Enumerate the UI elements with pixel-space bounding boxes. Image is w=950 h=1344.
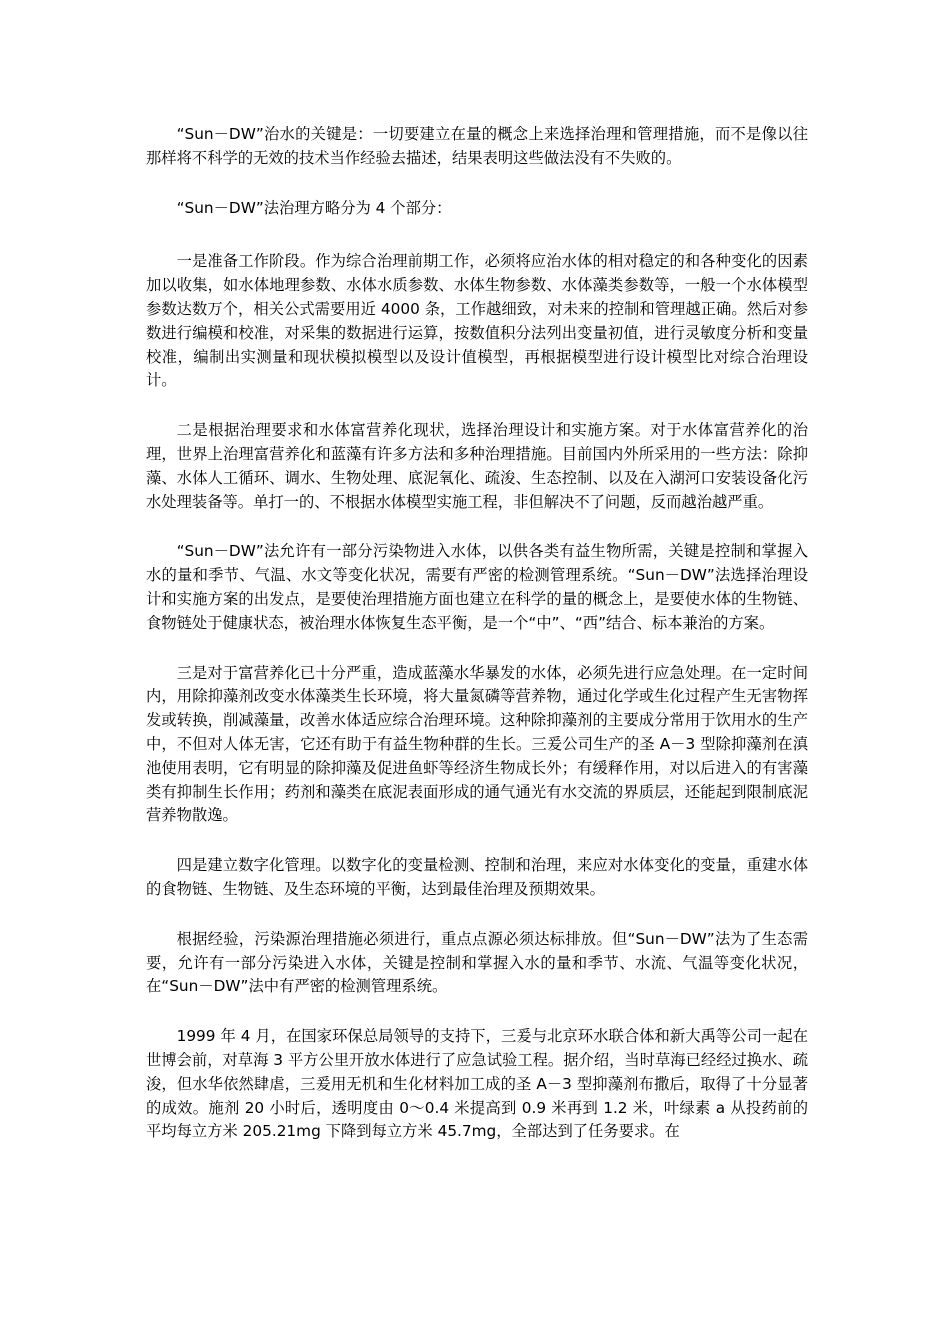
paragraph-step-three: 三是对于富营养化已十分严重，造成蓝藻水华暴发的水体，必须先进行应急处理。在一定时间内，用除抑藻剂改变水体藻类生长环境，将大量氮磷等营养物，通过化学或生化过程产生无害物挥发或转换，削减藻量，改善水体适应综合治理环境。这种除抑藻剂的主要成分常用于饮用水的生产中，不但对人体无害，它还有助于有益生物种群的生长。三爰公司生产的圣 A－3 型除抑藻剂在滇池使用表明，它有明显的除抑藻及促进鱼虾等经济生物成长外；有缓释作用，对以后进入的有害藻类有抑制生长作用；药剂和藻类在底泥表面形成的通气通光有水交流的界质层，还能起到限制底泥营养物散逸。 [146,663,808,825]
paragraph-1999-trial: 1999 年 4 月，在国家环保总局领导的支持下，三爰与北京环水联合体和新大禹等公司一起在世博会前，对草海 3 平方公里开放水体进行了应急试验工程。据介绍，当时草海已经经过换水、疏浚，但水华依然肆虐，三爰用无机和生化材料加工成的圣 A－3 型抑藻剂布撒后，取得了十分显著的成效。施剂 20 小时后，透明度由 0～0.4 米提高到 0.9 米再到 1.2 米，叶绿素 a 从投药前的平均每立方米 205.21mg 下降到每立方米 45.7mg，全部达到了任务要求。在 [146,1027,808,1141]
paragraph-key-principle: “Sun－DW”治水的关键是：一切要建立在量的概念上来选择治理和管理措施，而不是像以往那样将不科学的无效的技术当作经验去描述，结果表明这些做法没有不失败的。 [146,125,808,167]
paragraph-step-two: 二是根据治理要求和水体富营养化现状，选择治理设计和实施方案。对于水体富营养化的治理，世界上治理富营养化和蓝藻有许多方法和多种治理措施。目前国内外所采用的一些方法：除抑藻、水体人工循环、调水、生物处理、底泥氧化、疏浚、生态控制、以及在入湖河口安装设备化污水处理装备等。单打一的、不根据水体模型实施工程，非但解决不了问题，反而越治越严重。 [146,421,808,511]
paragraph-strategy-intro: “Sun－DW”法治理方略分为 4 个部分： [176,198,452,217]
paragraph-step-four: 四是建立数字化管理。以数字化的变量检测、控制和治理，来应对水体变化的变量，重建水体的食物链、生物链、及生态环境的平衡，达到最佳治理及预期效果。 [146,856,808,898]
document-body [146,123,808,1170]
paragraph-step-one: 一是准备工作阶段。作为综合治理前期工作，必须将应治水体的相对稳定的和各种变化的因素加以收集，如水体地理参数、水体水质参数、水体生物参数、水体藻类参数等，一般一个水体模型参数达数万个，相关公式需要用近 4000 条，工作越细致，对未来的控制和管理越正确。然后对参数进行编模和校准，对采集的数据进行运算，按数值积分法列出变量初值，进行灵敏度分析和变量校准，编制出实测量和现状模拟模型以及设计值模型，再根据模型进行设计模型比对综合治理设计。 [146,252,808,390]
paragraph-sun-dw-method: “Sun－DW”法允许有一部分污染物进入水体，以供各类有益生物所需，关键是控制和掌握入水的量和季节、气温、水文等变化状况，需要有严密的检测管理系统。“Sun－DW”法选择治理设计和实施方案的出发点，是要使治理措施方面也建立在科学的量的概念上，是要使水体的生物链、食物链处于健康状态，被治理水体恢复生态平衡，是一个“中”、“西”结合、标本兼治的方案。 [146,542,808,632]
paragraph-experience: 根据经验，污染源治理措施必须进行，重点点源必须达标排放。但“Sun－DW”法为了生态需要，允许有一部分污染进入水体，关键是控制和掌握入水的量和季节、水流、气温等变化状况，在“Sun－DW”法中有严密的检测管理系统。 [146,929,808,996]
